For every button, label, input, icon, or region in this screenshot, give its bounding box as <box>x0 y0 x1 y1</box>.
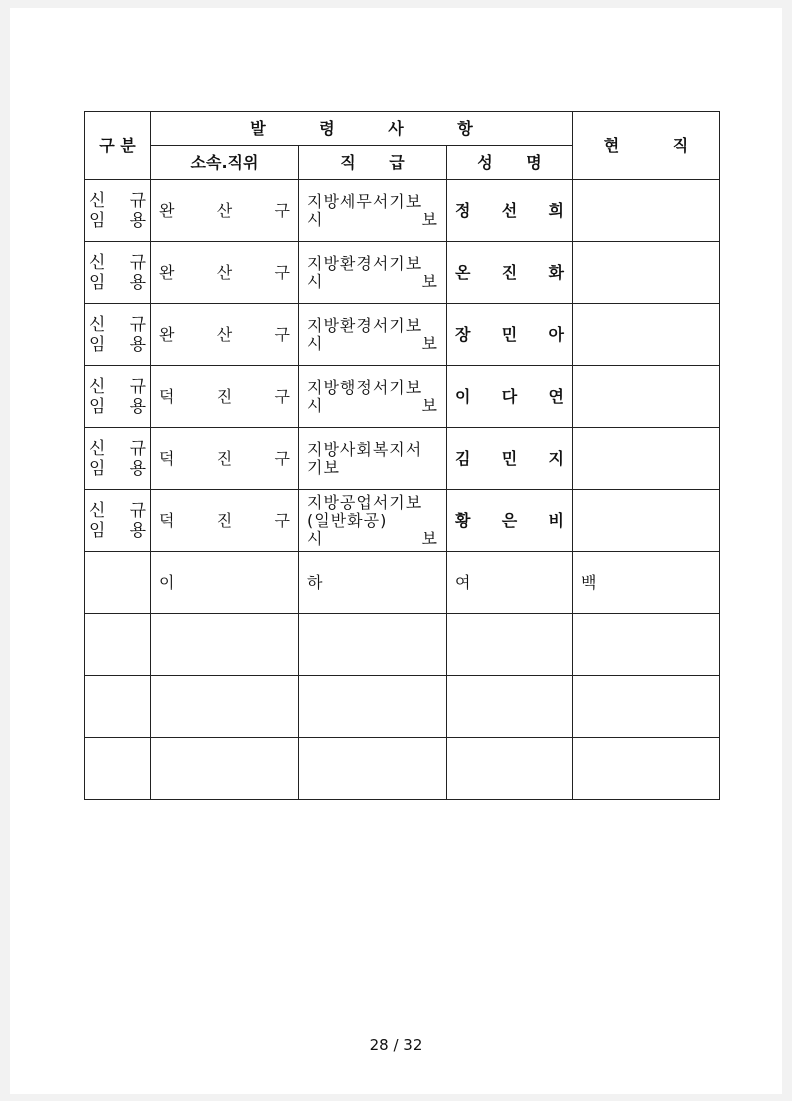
affiliation-char: 완 <box>159 262 175 282</box>
category-char: 규 <box>129 252 146 273</box>
category-char: 규 <box>129 438 146 459</box>
category-char: 신 <box>89 190 106 211</box>
category-char: 규 <box>129 190 146 211</box>
name-cell <box>447 304 573 366</box>
empty-cell <box>151 614 299 676</box>
filler-row <box>85 552 720 614</box>
name-char: 지 <box>548 448 564 468</box>
grade-cell <box>299 490 447 552</box>
header-name: 성 명 <box>447 146 573 180</box>
category-char: 용 <box>129 458 146 479</box>
category-char: 규 <box>129 500 146 521</box>
category-cell <box>85 366 151 428</box>
name-char: 다 <box>501 386 518 406</box>
empty-cell <box>447 614 573 676</box>
filler-text: 하 <box>299 552 447 614</box>
category-char: 임 <box>89 210 106 231</box>
category-char: 임 <box>89 334 106 355</box>
affiliation-char: 구 <box>274 448 290 468</box>
empty-cell <box>299 738 447 800</box>
category-cell <box>85 242 151 304</box>
grade-line: 시 보 <box>307 333 438 353</box>
grade-line: 지방공업서기보 <box>307 492 423 512</box>
name-cell <box>447 428 573 490</box>
name-cell <box>447 242 573 304</box>
affiliation-cell <box>151 242 299 304</box>
category-char: 용 <box>129 520 146 541</box>
affiliation-cell <box>151 428 299 490</box>
header-affiliation: 소속.직위 <box>151 146 299 180</box>
affiliation-cell <box>151 490 299 552</box>
empty-cell <box>299 676 447 738</box>
name-char: 선 <box>501 200 518 220</box>
affiliation-cell <box>151 180 299 242</box>
affiliation-char: 진 <box>216 510 233 530</box>
table-row <box>85 304 720 366</box>
grade-line: 지방사회복지서기보 <box>307 439 423 477</box>
affiliation-char: 구 <box>274 386 290 406</box>
empty-cell <box>573 676 720 738</box>
category-char: 용 <box>129 210 146 231</box>
name-cell <box>447 366 573 428</box>
empty-row <box>85 614 720 676</box>
grade-cell <box>299 242 447 304</box>
table-row <box>85 180 720 242</box>
name-cell <box>447 490 573 552</box>
filler-text: 이 <box>151 552 299 614</box>
empty-cell <box>85 614 151 676</box>
empty-row <box>85 738 720 800</box>
table-row <box>85 242 720 304</box>
header-category: 구 분 <box>85 112 151 180</box>
empty-cell <box>85 676 151 738</box>
affiliation-char: 진 <box>216 448 233 468</box>
grade-line: 시 보 <box>307 395 438 415</box>
affiliation-char: 덕 <box>159 386 175 406</box>
header-appointment: 발 령 사 항 <box>151 112 573 146</box>
name-char: 은 <box>501 510 518 530</box>
category-char: 신 <box>89 252 106 273</box>
category-char: 신 <box>89 438 106 459</box>
affiliation-char: 산 <box>216 324 233 344</box>
empty-cell <box>447 738 573 800</box>
category-cell <box>85 490 151 552</box>
name-char: 민 <box>501 324 518 344</box>
grade-cell <box>299 366 447 428</box>
category-char: 규 <box>129 314 146 335</box>
name-char: 아 <box>548 324 564 344</box>
affiliation-char: 구 <box>274 324 290 344</box>
name-char: 비 <box>548 510 564 530</box>
affiliation-char: 산 <box>216 200 233 220</box>
grade-line: 지방세무서기보 <box>307 191 423 211</box>
category-char: 신 <box>89 314 106 335</box>
category-char: 신 <box>89 376 106 397</box>
grade-cell <box>299 304 447 366</box>
empty-cell <box>85 552 151 614</box>
current-position-cell <box>573 180 720 242</box>
category-char: 임 <box>89 272 106 293</box>
name-char: 진 <box>501 262 518 282</box>
category-char: 용 <box>129 272 146 293</box>
grade-line: (일반화공) <box>307 510 388 530</box>
empty-cell <box>151 676 299 738</box>
empty-cell <box>573 738 720 800</box>
affiliation-char: 완 <box>159 324 175 344</box>
category-cell <box>85 428 151 490</box>
affiliation-char: 덕 <box>159 448 175 468</box>
name-char: 화 <box>548 262 564 282</box>
category-char: 규 <box>129 376 146 397</box>
grade-line: 지방환경서기보 <box>307 253 423 273</box>
grade-line: 지방환경서기보 <box>307 315 423 335</box>
name-char: 황 <box>455 510 471 530</box>
grade-cell <box>299 428 447 490</box>
empty-row <box>85 676 720 738</box>
affiliation-char: 산 <box>216 262 233 282</box>
category-char: 임 <box>89 520 106 541</box>
header-current-position: 현 직 <box>573 112 720 180</box>
grade-line: 시 보 <box>307 528 438 548</box>
affiliation-cell <box>151 366 299 428</box>
grade-line: 시 보 <box>307 271 438 291</box>
category-char: 신 <box>89 500 106 521</box>
grade-line: 시 보 <box>307 209 438 229</box>
name-cell <box>447 180 573 242</box>
grade-line: 지방행정서기보 <box>307 377 423 397</box>
category-cell <box>85 304 151 366</box>
name-char: 장 <box>455 324 471 344</box>
empty-cell <box>299 614 447 676</box>
filler-text: 백 <box>573 552 720 614</box>
grade-cell <box>299 180 447 242</box>
name-char: 희 <box>548 200 564 220</box>
current-position-cell <box>573 428 720 490</box>
empty-cell <box>151 738 299 800</box>
table-row <box>85 366 720 428</box>
table-row <box>85 428 720 490</box>
affiliation-char: 구 <box>274 262 290 282</box>
current-position-cell <box>573 490 720 552</box>
filler-text: 여 <box>447 552 573 614</box>
affiliation-cell <box>151 304 299 366</box>
page-number: 28 / 32 <box>369 1036 423 1054</box>
current-position-cell <box>573 304 720 366</box>
current-position-cell <box>573 242 720 304</box>
affiliation-char: 구 <box>274 510 290 530</box>
affiliation-char: 덕 <box>159 510 175 530</box>
category-char: 임 <box>89 396 106 417</box>
table-row <box>85 490 720 552</box>
empty-cell <box>447 676 573 738</box>
current-position-cell <box>573 366 720 428</box>
category-cell <box>85 180 151 242</box>
affiliation-char: 진 <box>216 386 233 406</box>
name-char: 정 <box>455 200 471 220</box>
category-char: 용 <box>129 334 146 355</box>
affiliation-char: 완 <box>159 200 175 220</box>
category-char: 임 <box>89 458 106 479</box>
name-char: 이 <box>455 386 471 406</box>
empty-cell <box>573 614 720 676</box>
name-char: 김 <box>455 448 471 468</box>
category-char: 용 <box>129 396 146 417</box>
header-grade: 직 급 <box>299 146 447 180</box>
name-char: 온 <box>455 262 471 282</box>
name-char: 민 <box>501 448 518 468</box>
appointment-table <box>84 111 720 800</box>
empty-cell <box>85 738 151 800</box>
name-char: 연 <box>548 386 564 406</box>
document-page <box>10 8 782 1094</box>
affiliation-char: 구 <box>274 200 290 220</box>
